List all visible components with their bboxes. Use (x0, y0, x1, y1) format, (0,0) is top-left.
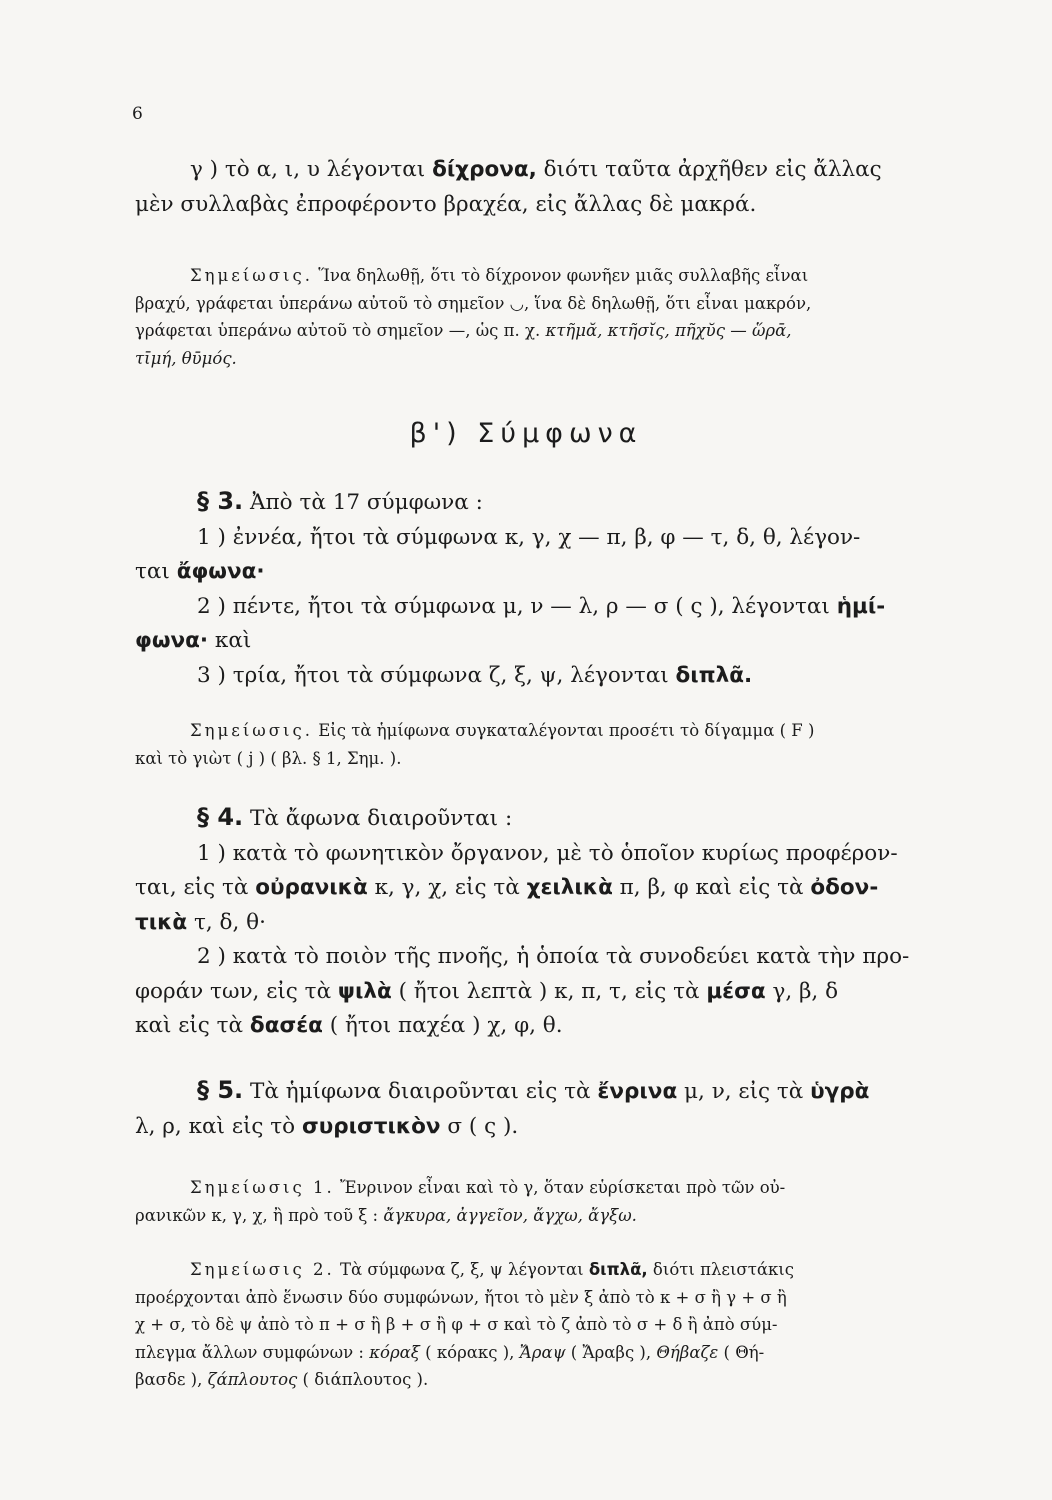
note-2 (135, 717, 970, 772)
text-line: ται, εἰς τὰ οὐρανικὰ κ, γ, χ, εἰς τὰ χειλικὰ π, β, φ καὶ εἰς τὰ ὀδον- (135, 875, 879, 900)
note-3 (135, 1174, 970, 1229)
bold-term: φωνα· (135, 628, 209, 653)
text-line: μὲν συλλαβὰς ἐπροφέροντο βραχέα, εἰς ἄλλας δὲ μακρά. (135, 191, 757, 217)
bold-term: συριστικὸν (301, 1113, 441, 1139)
text-line: καὶ τὸ γιὼτ ( j ) ( βλ. § 1, Σημ. ). (135, 748, 402, 768)
text-line: Σημείωσις 1. Ἔνρινον εἶναι καὶ τὸ γ, ὅταν εὑρίσκεται πρὸ τῶν οὐ- (190, 1178, 786, 1197)
section-number: § 3. (197, 487, 244, 515)
bold-term: οὐρανικὰ (255, 875, 368, 900)
bold-term: τικὰ (135, 909, 188, 935)
text-line: φωνα· καὶ (135, 628, 252, 653)
section-3 (135, 484, 970, 693)
text-line: τῑμή, θῡμός. (135, 348, 237, 368)
bold-term: ἔνρινα (597, 1079, 678, 1104)
text-line: ται ἄφωνα· (135, 559, 265, 584)
text-line: προέρχονται ἀπὸ ἕνωσιν δύο συμφώνων, ἤτοι τὸ μὲν ξ ἀπὸ τὸ κ + σ ἢ γ + σ ἢ (135, 1287, 787, 1307)
note-1 (135, 262, 970, 372)
text-line: γράφεται ὑπεράνω αὐτοῦ τὸ σημεῖον —, ὡς π. χ. κτῆμᾰ, κτῆσῐς, πῆχῠς — ὥρᾱ, (135, 321, 792, 340)
text-line: § 5. Τὰ ἡμίφωνα διαιροῦνται εἰς τὰ ἔνρινα μ, ν, εἰς τὰ ὑγρὰ (197, 1076, 870, 1104)
bold-term: χειλικὰ (526, 875, 613, 900)
section-4 (135, 800, 970, 1044)
text-line: βραχύ, γράφεται ὑπεράνω αὐτοῦ τὸ σημεῖον ◡, ἵνα δὲ δηλωθῇ, ὅτι εἶναι μακρόν, (135, 293, 812, 313)
note-label: Σημείωσις 2. (190, 1260, 335, 1279)
text-line: χ + σ, τὸ δὲ ψ ἀπὸ τὸ π + σ ἢ β + σ ἢ φ + σ καὶ τὸ ζ ἀπὸ τὸ σ + δ ἢ ἀπὸ σύμ- (135, 1315, 778, 1334)
text-line: Σημείωσις. Εἰς τὰ ἡμίφωνα συγκαταλέγονται προσέτι τὸ δίγαμμα ( F ) (190, 721, 815, 740)
text-line: 2 ) πέντε, ἤτοι τὰ σύμφωνα μ, ν — λ, ρ — σ ( ς ), λέγονται ἡμί- (197, 593, 886, 619)
text-line: 1 ) κατὰ τὸ φωνητικὸν ὄργανον, μὲ τὸ ὁποῖον κυρίως προφέρον- (197, 840, 898, 866)
section-5 (135, 1073, 970, 1144)
text-line: λ, ρ, καὶ εἰς τὸ συριστικὸν σ ( ς ). (135, 1113, 519, 1139)
section-number: § 5. (197, 1076, 244, 1104)
bold-term: δίχρονα, (432, 157, 537, 182)
text-line: ρανικῶν κ, γ, χ, ἢ πρὸ τοῦ ξ : ἄγκυρα, ἀγγεῖον, ἄγχω, ἄγξω. (135, 1205, 637, 1225)
text-line: Σημείωσις 2. Τὰ σύμφωνα ζ, ξ, ψ λέγονται διπλᾶ, διότι πλειστάκις (190, 1260, 794, 1279)
bold-term: ἡμί- (836, 593, 886, 619)
section-heading: β') Σύμφωνα (409, 418, 643, 449)
text-line: πλεγμα ἄλλων συμφώνων : κόραξ ( κόρακς ), Ἄραψ ( Ἄραβς ), Θήβαζε ( Θή- (135, 1342, 765, 1362)
section-number: § 4. (197, 803, 244, 831)
text-line: φοράν των, εἰς τὰ ψιλὰ ( ἤτοι λεπτὰ ) κ, π, τ, εἰς τὰ μέσα γ, β, δ (135, 978, 839, 1004)
text-line: βασδε ), ζάπλουτος ( διάπλουτος ). (135, 1370, 429, 1389)
text-line: γ ) τὸ α, ι, υ λέγονται δίχρονα, διότι ταῦτα ἀρχῆθεν εἰς ἄλλας (190, 157, 882, 182)
bold-term: ὑγρὰ (810, 1079, 870, 1104)
page-number: 6 (132, 104, 143, 124)
text-line: 2 ) κατὰ τὸ ποιὸν τῆς πνοῆς, ἡ ὁποία τὰ συνοδεύει κατὰ τὴν προ- (197, 944, 910, 969)
bold-term: ψιλὰ (337, 978, 392, 1004)
note-label: Σημείωσις. (190, 266, 313, 285)
text-line: 1 ) ἐννέα, ἤτοι τὰ σύμφωνα κ, γ, χ — π, β, φ — τ, δ, θ, λέγον- (197, 524, 861, 550)
paragraph-gamma (135, 153, 970, 222)
text-line: Σημείωσις. Ἵνα δηλωθῇ, ὅτι τὸ δίχρονον φωνῆεν μιᾶς συλλαβῆς εἶναι (190, 266, 809, 285)
bold-term: μέσα (706, 978, 766, 1004)
bold-term: ὀδον- (810, 875, 879, 900)
note-4 (135, 1256, 970, 1394)
text-line: § 4. Τὰ ἄφωνα διαιροῦνται : (197, 803, 513, 831)
note-label: Σημείωσις. (190, 721, 313, 740)
text-line: § 3. Ἀπὸ τὰ 17 σύμφωνα : (197, 487, 483, 515)
note-label: Σημείωσις 1. (190, 1178, 335, 1197)
text-line: 3 ) τρία, ἤτοι τὰ σύμφωνα ζ, ξ, ψ, λέγονται διπλᾶ. (197, 662, 753, 688)
bold-term: δασέα (249, 1013, 323, 1038)
bold-term: διπλᾶ, (588, 1260, 648, 1279)
bold-term: ἄφωνα· (176, 559, 265, 584)
text-line: τικὰ τ, δ, θ· (135, 909, 266, 935)
text-line: καὶ εἰς τὰ δασέα ( ἤτοι παχέα ) χ, φ, θ. (135, 1013, 563, 1038)
bold-term: διπλᾶ. (675, 662, 753, 688)
